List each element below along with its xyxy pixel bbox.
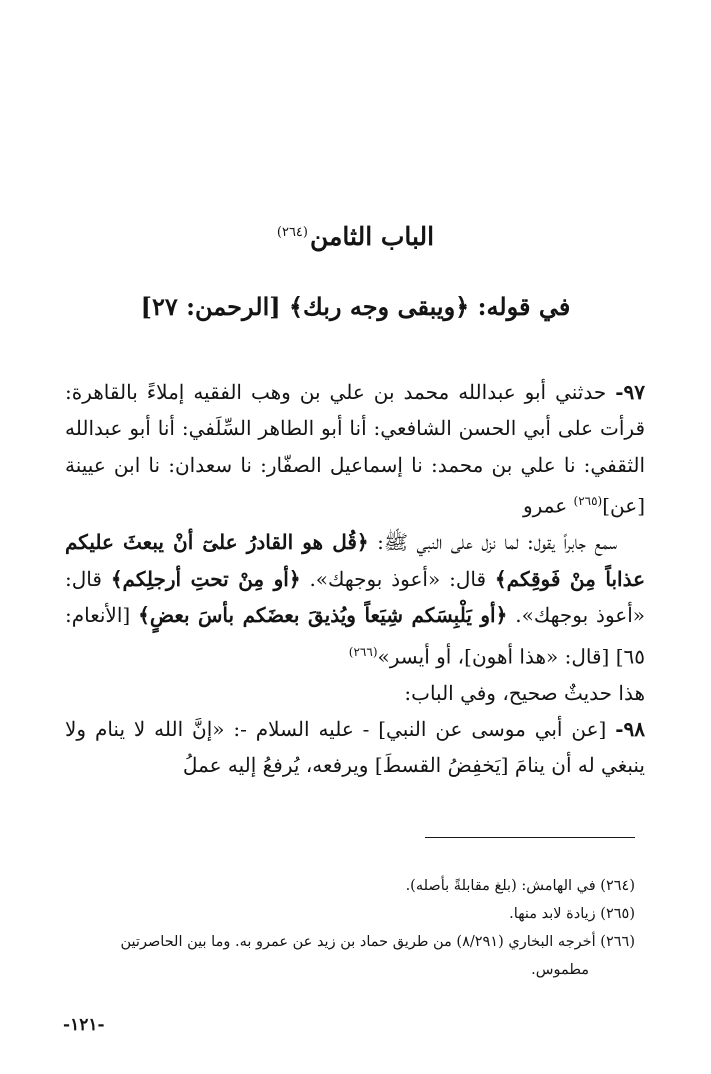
hadith-97-intro: سمع جابراً يقول: لما نزل على النبي ﷺ:: [377, 530, 618, 555]
footnote-266-marker: (٢٦٦): [600, 934, 635, 950]
footnote-ref-265[interactable]: (٢٦٥): [573, 494, 603, 509]
hadith-97-number: ٩٧-: [615, 380, 645, 404]
chapter-subtitle: في قوله: ﴿ويبقى وجه ربك﴾ [الرحمن: ٢٧]: [140, 292, 571, 321]
quran-verse-1: ﴿قُل هو القادرُ علىٓ أنْ يبعثَ عليكم عذاباً مِنْ فَوقِكم﴾: [65, 530, 646, 591]
footnote-266: [75, 928, 635, 956]
footnote-264-text: في الهامش: (بلغ مقابلةً بأصله).: [405, 878, 596, 894]
footnote-264-marker: (٢٦٤): [600, 878, 635, 894]
footnote-266-text: أخرجه البخاري (٨/٢٩١) من طريق حماد بن زيد عن عمرو به. وما بين الحاصرتين: [120, 934, 596, 950]
hadith-97-line4-end: عمرو: [522, 493, 568, 518]
quran-verse-3: ﴿أو يَلْبِسَكم شِيَعاً ويُذيقَ بعضَكم بأسَ بعضٍ﴾: [138, 603, 508, 628]
page-number: -١٢١-: [63, 1015, 105, 1035]
footnote-ref-264[interactable]: (٢٦٤): [276, 224, 308, 240]
chapter-title: [0, 222, 711, 251]
footnote-265-marker: (٢٦٥): [600, 906, 635, 922]
prophet-response-1: قال: «أعوذ بوجهك».: [309, 566, 487, 591]
prophet-response-2: قال: «أعوذ بوجهك».: [65, 566, 645, 628]
footnote-266-continuation: مطموس.: [531, 962, 589, 978]
hadith-97-matn: [65, 524, 645, 674]
verse-3-reference: [الأنعام: ٦٥] [قال: «هذا أهون]، أو أيسر»: [65, 603, 645, 669]
hadith-97-line1: حدثني أبو عبدالله محمد بن علي بن وهب الفقيه إملاءً: [146, 380, 607, 404]
hadith-97-line4: سعدان: نا ابن عيينة [عن]: [65, 452, 645, 518]
footnote-ref-266[interactable]: (٢٦٦): [348, 644, 378, 659]
hadith-97-line3: أنا أبو عبدالله الثقفي: نا علي بن محمد: نا إسماعيل الصفّار: نا: [65, 416, 646, 477]
hadith-98: [65, 711, 645, 784]
hadith-97-isnad: [65, 374, 645, 524]
footnote-265-text: زيادة لابد منها.: [509, 906, 596, 922]
footnote-separator: [425, 837, 635, 838]
quran-verse-2: ﴿أو مِنْ تحتِ أرجلِكم﴾: [110, 566, 301, 591]
footnote-265: [75, 900, 635, 928]
hadith-97-line2: بالقاهرة: قرأت على أبي الحسن الشافعي: أنا أبو الطاهر السِّلَفي:: [65, 380, 646, 441]
footnotes: [75, 872, 635, 984]
hadith-98-text: [عن أبي موسى عن النبي] - عليه السلام -: «إنَّ الله لا ينام ولا ينبغي له أن ينامَ [يَخفِضُ القسطَ] ويرفعه، يُرفعُ إليه عملُ: [65, 716, 645, 778]
footnote-264: [75, 872, 635, 900]
chapter-title-text: الباب الثامن: [310, 222, 435, 251]
main-text: [65, 374, 645, 784]
hadith-98-number: ٩٨-: [615, 716, 645, 741]
hadith-97-grading: هذا حديثٌ صحيح، وفي الباب:: [404, 680, 645, 705]
